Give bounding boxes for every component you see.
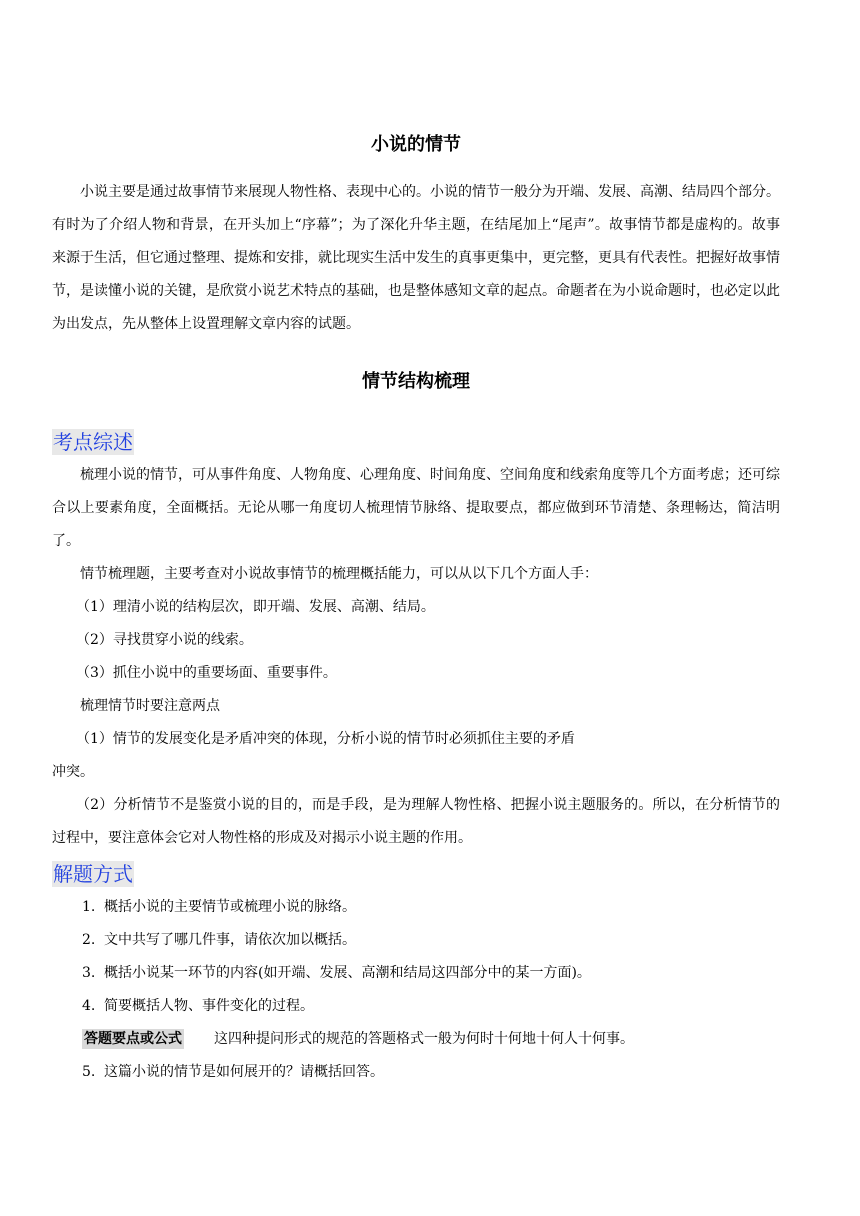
jieti-item-2	[52, 924, 780, 957]
item-text: 简要概括人物、事件变化的过程。	[104, 998, 314, 1014]
note-heading: 梳理情节时要注意两点	[80, 698, 220, 714]
item-number: 4.	[82, 998, 96, 1014]
formula-line	[52, 1023, 780, 1056]
kaodian-item-2: （2）寻找贯穿小说的线索。	[76, 632, 253, 648]
section-title: 情节结构梳理	[362, 371, 470, 392]
kaodian-paragraph-2: 情节梳理题，主要考查对小说故事情节的梳理概括能力，可以从以下几个方面人手：	[80, 566, 598, 582]
item-number: 5.	[82, 1064, 96, 1080]
item-text: 这篇小说的情节是如何展开的？请概括回答。	[104, 1064, 384, 1080]
item-text: 概括小说某一环节的内容(如开端、发展、高潮和结局这四部分中的某一方面)。	[104, 965, 591, 981]
note-2: （2）分析情节不是鉴赏小说的目的，而是手段，是为理解人物性格、把握小说主题服务的。所以，在分析情节的过程中，要注意体会它对人物性格的形成及对揭示小说主题的作用。	[52, 797, 780, 846]
jieti-item-4	[52, 990, 780, 1023]
item-number: 1.	[82, 899, 96, 915]
jieti-item-3	[52, 957, 780, 990]
jieti-heading: 解题方式	[53, 862, 133, 886]
jieti-item-1	[52, 891, 780, 924]
note-1-line-1: （1）情节的发展变化是矛盾冲突的体现，分析小说的情节时必须抓住主要的矛盾	[76, 731, 575, 747]
kaodian-item-3: （3）抓住小说中的重要场面、重要事件。	[76, 665, 337, 681]
kaodian-item-1: （1）理清小说的结构层次，即开端、发展、高潮、结局。	[76, 599, 435, 615]
item-text: 概括小说的主要情节或梳理小说的脉络。	[104, 899, 356, 915]
item-number: 3.	[82, 965, 96, 981]
item-text: 文中共写了哪几件事，请依次加以概括。	[104, 932, 356, 948]
intro-paragraph: 小说主要是通过故事情节来展现人物性格、表现中心的。小说的情节一般分为开端、发展、高潮、结局四个部分。有时为了介绍人物和背景，在开头加上“序幕”；为了深化升华主题，在结尾加上“尾声”。故事情节都是虚构的。故事来源于生活，但它通过整理、提炼和安排，就比现实生活中发生的真事更集中，更完整，更具有代表性。把握好故事情节，是读懂小说的关键，是欣赏小说艺术特点的基础，也是整体感知文章的起点。命题者在为小说命题时，也必定以此为出发点，先从整体上设置理解文章内容的试题。	[52, 184, 780, 332]
note-1-line-2: 冲突。	[52, 764, 94, 780]
document-content	[52, 128, 780, 1089]
jieti-item-5	[52, 1056, 780, 1089]
formula-label: 答题要点或公式	[84, 1031, 182, 1047]
main-title: 小说的情节	[371, 134, 461, 155]
kaodian-paragraph-1: 梳理小说的情节，可从事件角度、人物角度、心理角度、时间角度、空间角度和线索角度等几个方面考虑；还可综合以上要素角度，全面概括。无论从哪一角度切人梳理情节脉络、提取要点，都应做到环节清楚、条理畅达，简洁明了。	[52, 467, 780, 549]
formula-text: 这四种提问形式的规范的答题格式一般为何时十何地十何人十何事。	[214, 1031, 634, 1047]
item-number: 2.	[82, 932, 96, 948]
kaodian-heading: 考点综述	[53, 430, 133, 454]
